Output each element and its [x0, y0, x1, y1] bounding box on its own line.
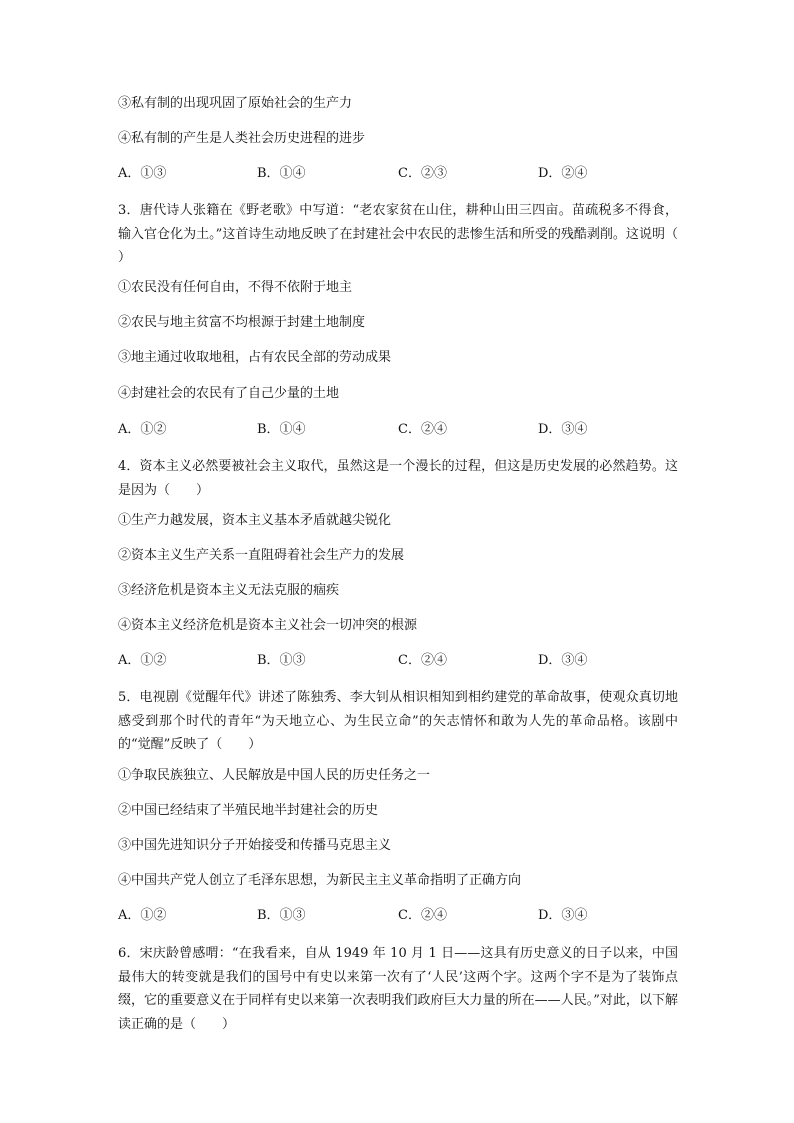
option-c[interactable]: C．②④ — [398, 422, 447, 437]
statement-3: ③地主通过收取地租，占有农民全部的劳动成果 — [118, 350, 392, 365]
answer-options — [118, 418, 678, 441]
statement-2: ②中国已经结束了半殖民地半封建社会的历史 — [118, 803, 379, 818]
question-6-stem: 6．宋庆龄曾感喟：“在我看来，自从 1949 年 10 月 1 日——这具有历史意义的日子以来，中国最伟大的转变就是我们的国号中有史以来第一次有了‘人民’这两个字。这两个字不是为了装饰点缀，它的重要意义在于同样有史以来第一次表明我们政府巨大力量的所在——人民。”对此，以下解读正确的是（ ） — [118, 946, 678, 1032]
answer-options — [118, 904, 678, 927]
option-a[interactable]: A．①② — [118, 908, 167, 923]
option-b[interactable]: B．①③ — [257, 908, 306, 923]
answer-options — [118, 649, 678, 672]
statement-3: ③中国先进知识分子开始接受和传播马克思主义 — [118, 838, 392, 853]
option-d[interactable]: D．②④ — [538, 166, 588, 181]
option-b[interactable]: B．①④ — [257, 166, 306, 181]
statement-3: ③经济危机是资本主义无法克服的痼疾 — [118, 583, 340, 598]
option-a[interactable]: A．①② — [118, 422, 167, 437]
statement-2: ②资本主义生产关系一直阻碍着社会生产力的发展 — [118, 548, 405, 563]
option-c[interactable]: C．②③ — [398, 166, 447, 181]
statement-3: ③私有制的出现巩固了原始社会的生产力 — [118, 96, 353, 111]
option-d[interactable]: D．③④ — [538, 422, 588, 437]
question-5-stem: 5．电视剧《觉醒年代》讲述了陈独秀、李大钊从相识相知到相约建党的革命故事，使观众真切地感受到那个时代的青年“为天地立心、为生民立命”的矢志情怀和敢为人先的革命品格。该剧中的“觉醒”反映了（ ） — [118, 690, 678, 752]
statement-4: ④私有制的产生是人类社会历史进程的进步 — [118, 131, 366, 146]
statement-1: ①生产力越发展，资本主义基本矛盾就越尖锐化 — [118, 513, 392, 528]
statement-1: ①农民没有任何自由，不得不依附于地主 — [118, 280, 353, 295]
option-c[interactable]: C．②④ — [398, 653, 447, 668]
option-d[interactable]: D．③④ — [538, 908, 588, 923]
statement-4: ④封建社会的农民有了自己少量的土地 — [118, 386, 340, 401]
statement-4: ④中国共产党人创立了毛泽东思想，为新民主主义革命指明了正确方向 — [118, 873, 522, 888]
statement-4: ④资本主义经济危机是资本主义社会一切冲突的根源 — [118, 618, 418, 633]
statement-1: ①争取民族独立、人民解放是中国人民的历史任务之一 — [118, 768, 431, 783]
option-b[interactable]: B．①③ — [257, 653, 306, 668]
option-d[interactable]: D．③④ — [538, 653, 588, 668]
option-a[interactable]: A．①③ — [118, 166, 167, 181]
question-4-stem: 4．资本主义必然要被社会主义取代，虽然这是一个漫长的过程，但这是历史发展的必然趋势。这是因为（ ） — [118, 459, 678, 498]
answer-options — [118, 162, 678, 185]
statement-2: ②农民与地主贫富不均根源于封建土地制度 — [118, 315, 366, 330]
option-b[interactable]: B．①④ — [257, 422, 306, 437]
question-3-stem: 3．唐代诗人张籍在《野老歌》中写道：“老农家贫在山住，耕种山田三四亩。苗疏税多不得食，输入官仓化为土。”这首诗生动地反映了在封建社会中农民的悲惨生活和所受的残酷剥削。这说明（ ） — [118, 203, 705, 265]
option-c[interactable]: C．②④ — [398, 908, 447, 923]
option-a[interactable]: A．①② — [118, 653, 167, 668]
